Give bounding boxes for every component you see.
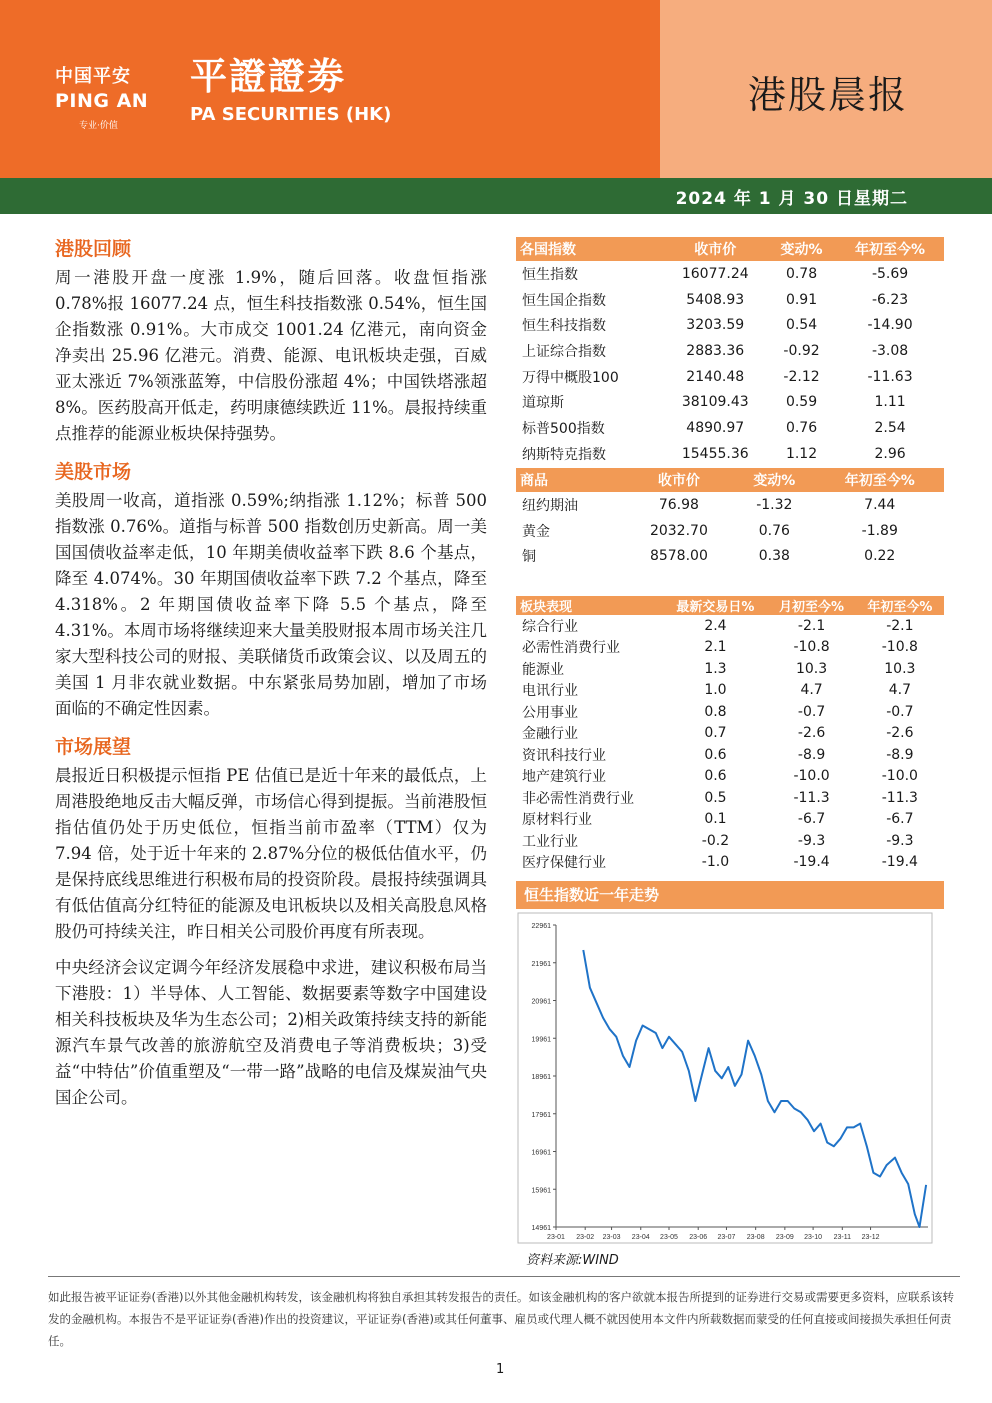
table-row	[516, 744, 944, 766]
table-row	[516, 680, 944, 702]
table-cell: -9.3	[797, 832, 826, 849]
column-header: 年初至今%	[836, 237, 944, 261]
table-cell: -2.1	[886, 617, 914, 634]
footer-disclaimer: 如此报告被平证证券(香港)以外其他金融机构转发，该金融机构将独自承担其转发报告的责任。如该金融机构的客户欲就本报告所提到的证券进行交易或需要更多资料，应联系该转发的金融机构。本报告不是平证证券(香港)作出的投资建议，平证证券(香港)或其任何董事、雇员或代理人概不就因使用本文件内所载数据而蒙受的任何直接或间接损失承担任何责任。	[48, 1290, 954, 1348]
row-label: 恒生国企指数	[522, 292, 606, 309]
row-label: 恒生科技指数	[522, 318, 606, 335]
row-label: 万得中概股100	[522, 369, 619, 386]
section-paragraph: 晨报近日积极提示恒指 PE 估值已是近十年来的最低点，上周港股绝地反击大幅反弹，市场信心得到提振。当前港股恒指估值仍处于历史低位，恒指当前市盈率（TTM）仅为 7.94 倍，处于近十年来的 2.87%分位的极低估值水平，仍是保持底线思维进行积极布局的投资阶段。晨报持续强调具有低估值高分红特征的能源及电讯板块以及相关高股息风格股仍可持续关注，昨日相关公司股价再度有所表现。	[55, 766, 487, 941]
table-cell: 1.12	[785, 445, 818, 462]
table-cell: -2.6	[886, 725, 914, 742]
table-cell: 1.11	[874, 394, 906, 411]
table-row	[516, 615, 944, 637]
table-cell: 0.76	[758, 522, 790, 539]
row-label: 黄金	[522, 523, 550, 540]
report-header	[0, 0, 992, 178]
y-tick-label: 18961	[531, 1074, 551, 1081]
hsi-chart-svg	[516, 911, 936, 1247]
x-tick-label: 23-02	[576, 1234, 595, 1241]
column-header: 变动%	[767, 237, 836, 261]
logo2-cn: 平證證劵	[190, 55, 346, 98]
commodity-table	[516, 468, 944, 569]
table-cell: 0.6	[704, 768, 727, 785]
column-header: 变动%	[733, 468, 815, 492]
column-header: 商品	[516, 468, 625, 492]
table-cell: -11.3	[881, 789, 918, 806]
table-cell: 2.54	[874, 419, 906, 436]
column-header: 板块表现	[516, 596, 663, 615]
row-label: 纽约期油	[522, 497, 578, 514]
row-label: 原材料行业	[522, 812, 592, 829]
table-cell: 0.76	[785, 419, 818, 436]
page-number: 1	[496, 1362, 505, 1377]
table-row	[516, 518, 944, 544]
table-row	[516, 441, 944, 467]
table-row	[516, 338, 944, 364]
y-tick-label: 21961	[531, 960, 551, 968]
x-tick-label: 23-05	[660, 1234, 678, 1241]
table-cell: -8.9	[886, 746, 914, 763]
table-row	[516, 852, 944, 874]
table-row	[516, 389, 944, 415]
table-cell: 76.98	[658, 496, 699, 513]
table-row	[516, 637, 944, 659]
section-us-market	[55, 457, 487, 722]
table-cell: -10.0	[881, 768, 918, 785]
x-tick-label: 23-12	[861, 1234, 880, 1241]
table-row	[516, 787, 944, 809]
x-tick-label: 23-09	[775, 1234, 794, 1241]
table-cell: 4.7	[800, 682, 823, 699]
column-header: 收市价	[664, 237, 767, 261]
row-label: 综合行业	[522, 618, 578, 635]
table-cell: 2.96	[874, 445, 906, 462]
pa-securities-logo	[190, 56, 391, 125]
table-row	[516, 543, 944, 569]
table-cell: 5408.93	[686, 291, 745, 308]
table-row	[516, 415, 944, 441]
table-cell: -8.9	[797, 746, 826, 763]
table-cell: -19.4	[881, 854, 918, 871]
table-cell: -1.89	[861, 522, 898, 539]
section-title: 港股回顾	[55, 238, 132, 260]
table-row	[516, 492, 944, 518]
table-cell: 0.91	[785, 291, 818, 308]
table-cell: 0.59	[785, 394, 818, 411]
row-label: 医疗保健行业	[522, 855, 606, 872]
table-row	[516, 364, 944, 390]
table-cell: -10.8	[881, 639, 918, 656]
table-cell: 0.6	[704, 746, 727, 763]
report-date: 2024 年 1 月 30 日星期二	[675, 189, 908, 209]
y-tick-label: 15961	[531, 1187, 551, 1195]
x-tick-label: 23-07	[717, 1234, 736, 1241]
y-tick-label: 14961	[531, 1225, 551, 1232]
section-title: 美股市场	[55, 461, 132, 483]
table-cell: -6.7	[886, 811, 914, 828]
section-paragraph: 中央经济会议定调今年经济发展稳中求进，建议积极布局当下港股：1）半导体、人工智能、数据要素等数字中国建设相关科技板块及华为生态公司；2)相关政策持续支持的新能源汽车景气改善的旅游航空及消费电子等消费板块；3)受益“中特估”价值重塑及“一带一路”战略的电信及煤炭油气央国企公司。	[55, 958, 487, 1107]
row-label: 恒生指数	[522, 266, 578, 283]
table-cell: -9.3	[886, 832, 914, 849]
report-title: 港股晨报	[748, 73, 909, 117]
table-cell: 4890.97	[686, 419, 745, 436]
row-label: 金融行业	[522, 726, 578, 743]
table-cell: 2.1	[704, 639, 727, 656]
table-cell: 1.3	[704, 660, 727, 677]
x-tick-label: 23-04	[631, 1234, 650, 1241]
table-cell: -0.92	[783, 342, 820, 359]
table-cell: 10.3	[884, 660, 916, 677]
row-label: 上证综合指数	[522, 343, 606, 360]
y-tick-label: 17961	[531, 1111, 551, 1119]
table-cell: 16077.24	[681, 265, 749, 282]
footer-divider	[48, 1276, 960, 1277]
table-row	[516, 312, 944, 338]
section-title: 市场展望	[55, 736, 132, 758]
table-cell: -10.0	[793, 768, 830, 785]
x-tick-label: 23-08	[746, 1234, 765, 1241]
row-label: 纳斯特克指数	[522, 446, 606, 463]
table-cell: 7.44	[864, 496, 896, 513]
table-header-row	[516, 468, 944, 492]
x-tick-label: 23-03	[602, 1234, 621, 1241]
y-tick-label: 19961	[531, 1036, 551, 1044]
table-cell: 38109.43	[681, 394, 749, 411]
table-cell: -0.7	[797, 703, 826, 720]
x-tick-label: 23-11	[833, 1234, 851, 1241]
table-cell: -1.32	[756, 496, 793, 513]
row-label: 地产建筑行业	[522, 769, 606, 786]
table-cell: 0.7	[704, 725, 727, 742]
logo1-en: PING AN	[55, 90, 149, 112]
logo1-slogan: 专业·价值	[79, 121, 118, 131]
x-tick-label: 23-06	[689, 1234, 708, 1241]
logo1-cn: 中国平安	[55, 66, 131, 87]
index-table	[516, 237, 944, 467]
chart-frame	[518, 913, 932, 1243]
table-cell: 15455.36	[681, 445, 749, 462]
table-cell: 10.3	[795, 660, 828, 677]
left-column	[55, 230, 487, 1121]
row-label: 铜	[522, 549, 536, 566]
section-hk-review	[55, 234, 487, 447]
table-row	[516, 658, 944, 680]
table-cell: 8578.00	[649, 548, 708, 565]
table-cell: -2.6	[797, 725, 826, 742]
table-row	[516, 766, 944, 788]
table-row	[516, 809, 944, 831]
table-cell: -6.7	[797, 811, 826, 828]
table-cell: -19.4	[793, 854, 830, 871]
table-row	[516, 830, 944, 852]
table-cell: 4.7	[888, 682, 911, 699]
hsi-chart	[516, 911, 936, 1247]
chart-title: 恒生指数近一年走势	[516, 881, 944, 909]
table-cell: 2883.36	[686, 342, 745, 359]
row-label: 必需性消费行业	[522, 640, 620, 657]
table-cell: -14.90	[867, 317, 913, 334]
table-cell: 0.5	[704, 789, 727, 806]
table-cell: -0.7	[886, 703, 914, 720]
column-header: 收市价	[625, 468, 734, 492]
x-tick-label: 23-01	[547, 1234, 565, 1241]
section-paragraph: 周一港股开盘一度涨 1.9%，随后回落。收盘恒指涨 0.78%报 16077.24 点，恒生科技指数涨 0.54%，恒生国企指数涨 0.91%。大市成交 1001.24 亿港元，南向资金净卖出 25.96 亿港元。消费、能源、电讯板块走强，百威亚太涨近 7%领涨蓝筹，中信股份涨超 4%；中国铁塔涨超 8%。医药股高开低走，药明康德续跌近 11%。晨报持续重点推荐的能源业板块保持强势。	[55, 268, 487, 443]
row-label: 道琼斯	[522, 395, 564, 412]
y-tick-label: 20961	[531, 998, 551, 1006]
table-cell: 2032.70	[649, 522, 708, 539]
section-paragraph: 美股周一收高，道指涨 0.59%;纳指涨 1.12%；标普 500 指数涨 0.76%。道指与标普 500 指数创历史新高。周一美国国债收益率走低，10 年期美债收益率下跌 8.6 个基点，降至 4.074%。30 年期国债收益率下跌 7.2 个基点，降至 4.318%。2 年期国债收益率下降 5.5 个基点，降至 4.31%。本周市场将继续迎来大量美股财报本周市场关注几家大型科技公司的财报、美联储货币政策会议、以及周五的美国 1 月非农就业数据。中东紧张局势加剧，增加了市场面临的不确定性因素。	[55, 491, 487, 718]
row-label: 工业行业	[522, 833, 578, 850]
table-cell: 2.4	[704, 617, 727, 634]
table-cell: -2.1	[797, 617, 826, 634]
table-cell: 0.78	[785, 265, 818, 282]
table-row	[516, 287, 944, 313]
table-cell: 0.1	[704, 811, 727, 828]
table-header-row	[516, 237, 944, 261]
table-cell: -10.8	[793, 639, 830, 656]
table-cell: 0.8	[704, 703, 727, 720]
table-cell: 1.0	[704, 682, 727, 699]
row-label: 资讯科技行业	[522, 747, 606, 764]
chart-source: 资料来源:WIND	[526, 1253, 619, 1268]
y-tick-label: 22961	[531, 923, 551, 930]
logo2-en: PA SECURITIES (HK)	[190, 104, 392, 125]
y-tick-label: 16961	[531, 1149, 551, 1157]
row-label: 能源业	[522, 661, 564, 678]
column-header: 最新交易日%	[663, 596, 767, 615]
row-label: 公用事业	[522, 704, 578, 721]
column-header: 各国指数	[516, 237, 664, 261]
column-header: 月初至今%	[767, 596, 855, 615]
table-cell: -11.3	[793, 789, 830, 806]
table-cell: -3.08	[871, 342, 909, 359]
ping-an-logo	[55, 62, 148, 131]
table-cell: 3203.59	[686, 317, 745, 334]
table-cell: 0.54	[785, 317, 818, 334]
section-outlook	[55, 732, 487, 1111]
row-label: 标普500指数	[522, 420, 605, 437]
row-label: 电讯行业	[522, 683, 578, 700]
table-cell: -1.0	[701, 854, 730, 871]
column-header: 年初至今%	[856, 596, 944, 615]
row-label: 非必需性消费行业	[522, 790, 634, 807]
table-cell: -6.23	[871, 291, 909, 308]
table-cell: -11.63	[867, 368, 913, 385]
table-cell: 0.22	[864, 548, 896, 565]
table-cell: -5.69	[871, 265, 909, 282]
table-cell: -2.12	[783, 368, 820, 385]
table-cell: -0.2	[701, 832, 730, 849]
sector-table	[516, 596, 944, 873]
column-header: 年初至今%	[816, 468, 944, 492]
table-row	[516, 723, 944, 745]
table-row	[516, 701, 944, 723]
table-header-row	[516, 596, 944, 615]
x-tick-label: 23-10	[804, 1234, 823, 1241]
table-row	[516, 261, 944, 287]
table-cell: 2140.48	[686, 368, 745, 385]
table-cell: 0.38	[758, 548, 790, 565]
